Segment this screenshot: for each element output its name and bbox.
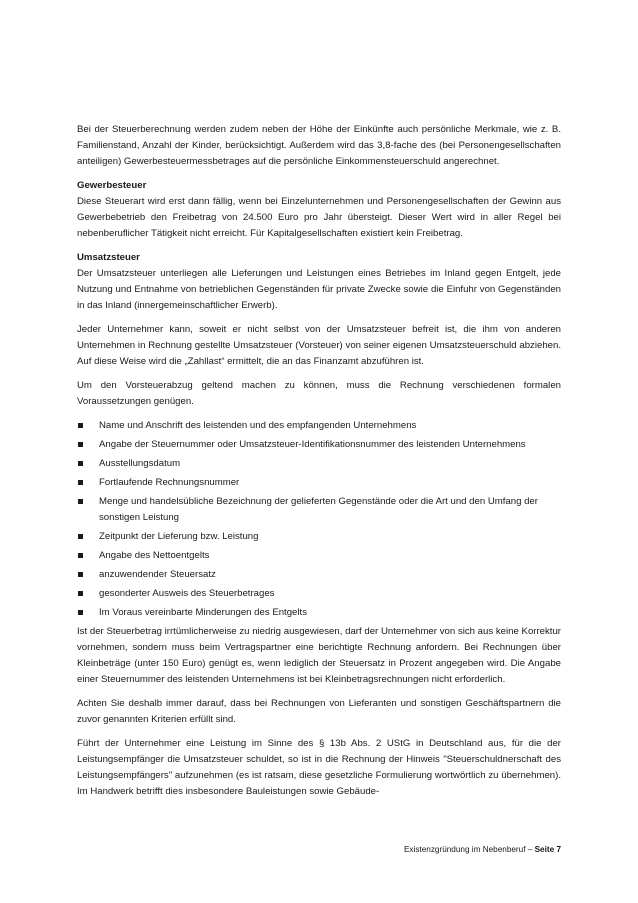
bullet-square-icon — [78, 461, 83, 466]
page-number: Seite 7 — [534, 845, 561, 854]
list-item — [77, 456, 561, 472]
page-content — [77, 122, 561, 808]
list-item-text: Angabe der Steuernummer oder Umsatzsteuer-Identifikationsnummer des leistenden Unternehmens — [99, 439, 526, 450]
paragraph-rechnung-voraussetzungen: Um den Vorsteuerabzug geltend machen zu können, muss die Rechnung verschiedenen formalen Voraussetzungen genügen. — [77, 380, 561, 407]
requirements-list — [77, 418, 561, 621]
list-item — [77, 418, 561, 434]
paragraph-vorsteuer: Jeder Unternehmer kann, soweit er nicht selbst von der Umsatzsteuer befreit ist, die ihm von anderen Unternehmen in Rechnung gestellte Umsatzsteuer (Vorsteuer) von seiner eigenen Umsatzsteuerschuld abziehen. Auf diese Weise wird die „Zahllast“ ermittelt, die an das Finanzamt abzuführen ist. — [77, 324, 561, 367]
bullet-square-icon — [78, 591, 83, 596]
footer-text: Existenzgründung im Nebenberuf – — [403, 845, 535, 854]
list-item — [77, 567, 561, 583]
list-item-text: Zeitpunkt der Lieferung bzw. Leistung — [99, 531, 259, 542]
list-item-text: Angabe des Nettoentgelts — [99, 550, 210, 561]
paragraph-umsatzsteuer: Der Umsatzsteuer unterliegen alle Lieferungen und Leistungen eines Betriebes im Inland gegen Entgelt, jede Nutzung und Entnahme von betrieblichen Gegenständen für private Zwecke sowie die Einfuhr von Gegenständen in das Inland (innergemeinschaftlicher Erwerb). — [77, 268, 561, 311]
heading-gewerbesteuer: Gewerbesteuer — [77, 180, 147, 191]
list-item — [77, 605, 561, 621]
page-footer — [404, 844, 561, 856]
list-item — [77, 494, 561, 526]
list-item — [77, 586, 561, 602]
paragraph-irrtum: Ist der Steuerbetrag irrtümlicherweise zu niedrig ausgewiesen, darf der Unternehmer von sich aus keine Korrektur vornehmen, sondern muss beim Vertragspartner eine berichtigte Rechnung anfordern. Bei Rechnungen über Kleinbeträge (unter 150 Euro) genügt es, wenn lediglich der Steuersatz in Prozent angegeben wird. Die Angabe einer Steuernummer des leistenden Unternehmens ist bei Kleinbetragsrechnungen nicht erforderlich. — [77, 626, 561, 685]
bullet-square-icon — [78, 442, 83, 447]
list-item — [77, 475, 561, 491]
paragraph-13b: Führt der Unternehmer eine Leistung im Sinne des § 13b Abs. 2 UStG in Deutschland aus, für die der Leistungsempfänger die Umsatzsteuer schuldet, so ist in die Rechnung der Hinweis "Steuerschuldnerschaft des Leistungsempfängers" aufzunehmen (es ist ratsam, diese gesetzliche Formulierung wortwörtlich zu übernehmen). Im Handwerk betrifft dies insbesondere Bauleistungen sowie Gebäude- — [77, 738, 561, 797]
list-item — [77, 529, 561, 545]
list-item — [77, 437, 561, 453]
list-item-text: gesonderter Ausweis des Steuerbetrages — [99, 588, 275, 599]
bullet-square-icon — [78, 572, 83, 577]
paragraph-achten: Achten Sie deshalb immer darauf, dass bei Rechnungen von Lieferanten und sonstigen Geschäftspartnern die zuvor genannten Kriterien erfüllt sind. — [77, 698, 561, 725]
list-item-text: anzuwendender Steuersatz — [99, 569, 216, 580]
paragraph-steuerberechnung: Bei der Steuerberechnung werden zudem neben der Höhe der Einkünfte auch persönliche Merkmale, wie z. B. Familienstand, Anzahl der Kinder, berücksichtigt. Außerdem wird das 3,8-fache des (bei Personengesellschaften anteiligen) Gewerbesteuermessbetrages auf die persönliche Einkommensteuerschuld angerechnet. — [77, 124, 561, 167]
list-item-text: Im Voraus vereinbarte Minderungen des Entgelts — [99, 607, 307, 618]
list-item-text: Menge und handelsübliche Bezeichnung der gelieferten Gegenstände oder die Art und den Umfang der sonstigen Leistung — [99, 496, 538, 523]
bullet-square-icon — [78, 423, 83, 428]
bullet-square-icon — [78, 610, 83, 615]
list-item-text: Fortlaufende Rechnungsnummer — [99, 477, 240, 488]
list-item — [77, 548, 561, 564]
list-item-text: Ausstellungsdatum — [99, 458, 181, 469]
bullet-square-icon — [78, 499, 83, 504]
heading-umsatzsteuer: Umsatzsteuer — [77, 252, 140, 263]
paragraph-gewerbesteuer: Diese Steuerart wird erst dann fällig, wenn bei Einzelunternehmen und Personengesellschaften der Gewinn aus Gewerbebetrieb den Freibetrag von 24.500 Euro pro Jahr übersteigt. Dieser Wert wird in aller Regel bei nebenberuflicher Tätigkeit nicht erreicht. Für Kapitalgesellschaften existiert kein Freibetrag. — [77, 196, 561, 239]
bullet-square-icon — [78, 534, 83, 539]
bullet-square-icon — [78, 480, 83, 485]
list-item-text: Name und Anschrift des leistenden und des empfangenden Unternehmens — [99, 420, 417, 431]
bullet-square-icon — [78, 553, 83, 558]
